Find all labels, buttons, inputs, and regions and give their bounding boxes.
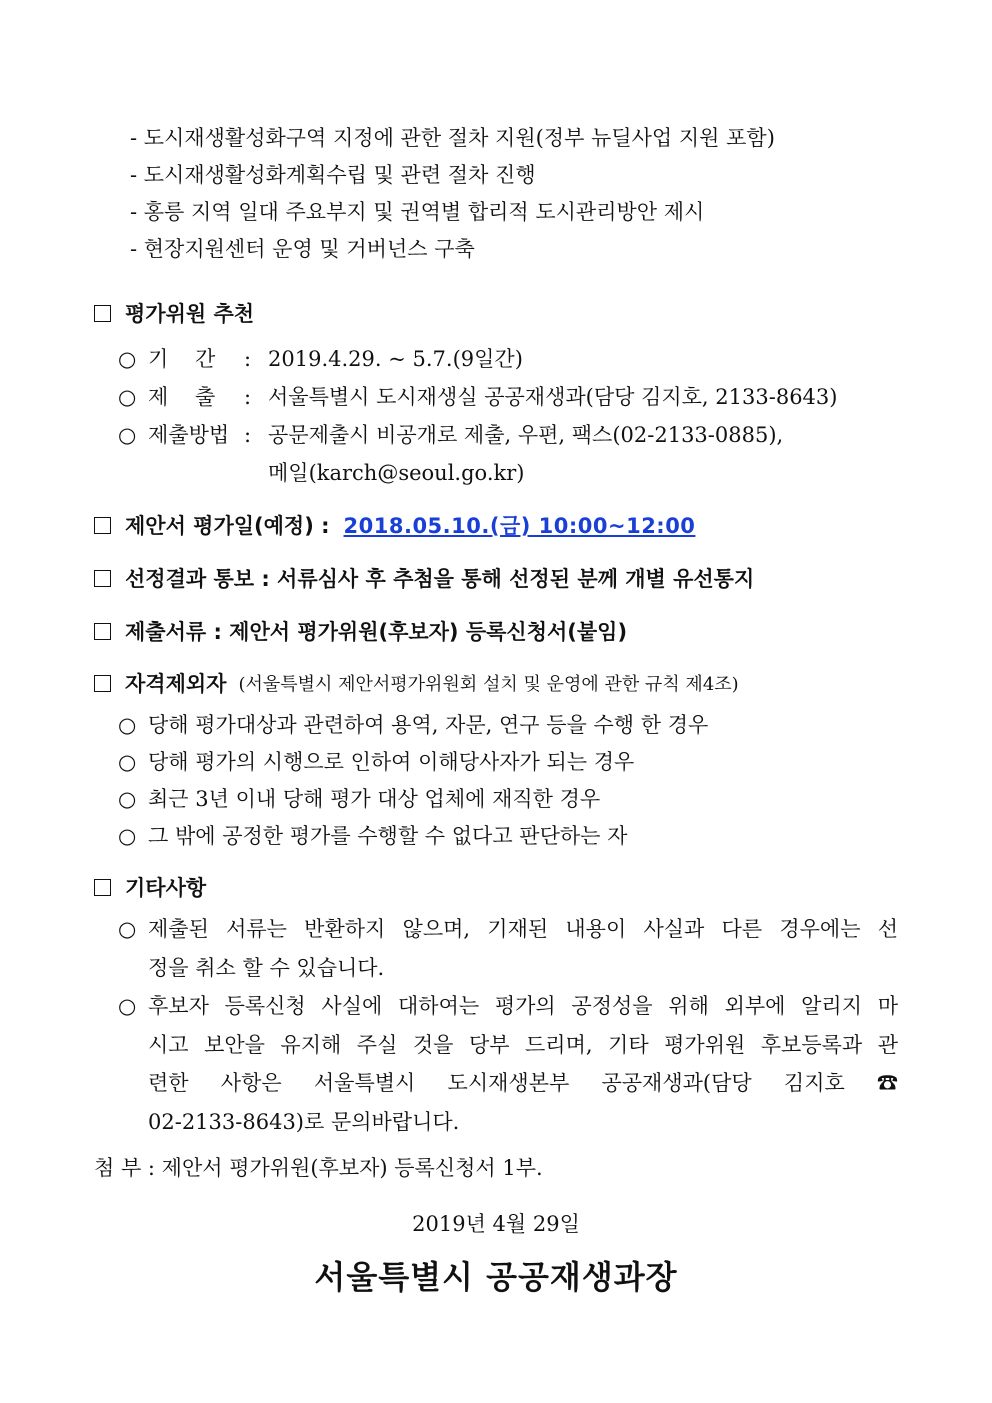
section-title-text: 기타사항 xyxy=(125,876,207,900)
eval-date-value: 2018.05.10.(금) 10:00~12:00 xyxy=(343,514,696,538)
circle-bullet-icon: ○ xyxy=(118,824,137,848)
document-date: 2019년 4월 29일 xyxy=(412,1212,580,1236)
list-item xyxy=(118,378,837,416)
circle-bullet-icon: ○ xyxy=(118,347,137,371)
list-item: - 도시재생활성화구역 지정에 관한 절차 지원(정부 뉴딜사업 지원 포함) xyxy=(130,126,775,150)
section-title-text: 제출서류 : 제안서 평가위원(후보자) 등록신청서(붙임) xyxy=(125,620,628,644)
circle-bullet-icon: ○ xyxy=(118,787,137,811)
detail-value: 2019.4.29. ~ 5.7.(9일간) xyxy=(268,347,523,371)
section-recommend xyxy=(94,298,254,328)
list-item xyxy=(118,416,837,454)
signer-title: 서울특별시 공공재생과장 xyxy=(314,1258,678,1296)
circle-bullet-icon: ○ xyxy=(118,423,137,447)
list-item: - 현장지원센터 운영 및 거버넌스 구축 xyxy=(130,237,475,261)
etc-paragraph-2 xyxy=(118,987,898,1141)
detail-label: 제 출 xyxy=(148,385,216,409)
etc-paragraph-1 xyxy=(118,910,898,987)
list-item-text: 최근 3년 이내 당해 평가 대상 업체에 재직한 경우 xyxy=(148,787,601,811)
section-result xyxy=(94,563,754,593)
detail-label: 기 간 xyxy=(148,347,216,371)
circle-bullet-icon: ○ xyxy=(118,385,137,409)
section-etc xyxy=(94,872,206,902)
list-item xyxy=(118,707,708,744)
paragraph-line: 제출된 서류는 반환하지 않으며, 기재된 내용이 사실과 다른 경우에는 선 xyxy=(148,917,898,941)
checkbox-square-icon xyxy=(94,305,111,322)
list-item: - 홍릉 지역 일대 주요부지 및 권역별 합리적 도시관리방안 제시 xyxy=(130,200,705,224)
list-item xyxy=(118,340,837,378)
detail-label: 제출방법 xyxy=(148,423,230,447)
paragraph-line: 02-2133-8643)로 문의바랍니다. xyxy=(148,1109,460,1134)
section-disqualify xyxy=(94,668,739,698)
detail-value: 서울특별시 도시재생실 공공재생과(담당 김지호, 2133-8643) xyxy=(268,385,838,409)
recommend-details xyxy=(118,340,837,492)
list-item-text: 당해 평가대상과 관련하여 용역, 자문, 연구 등을 수행 한 경우 xyxy=(148,713,709,737)
list-item xyxy=(118,818,708,855)
section-title-text: 자격제외자 xyxy=(125,672,227,696)
list-item: - 도시재생활성화계획수립 및 관련 절차 진행 xyxy=(130,163,536,187)
circle-bullet-icon: ○ xyxy=(118,994,137,1018)
colon: : xyxy=(244,423,252,447)
circle-bullet-icon: ○ xyxy=(118,750,137,774)
checkbox-square-icon xyxy=(94,570,111,587)
circle-bullet-icon: ○ xyxy=(118,713,137,737)
paragraph-line: 시고 보안을 유지해 주실 것을 당부 드리며, 기타 평가위원 후보등록과 관 xyxy=(148,1032,898,1057)
section-eval-date xyxy=(94,510,695,540)
section-note: (서울특별시 제안서평가위원회 설치 및 운영에 관한 규칙 제4조) xyxy=(238,674,739,695)
section-docs xyxy=(94,616,627,646)
colon: : xyxy=(244,385,252,409)
section-title-text: 제안서 평가일(예정) : xyxy=(125,514,330,538)
list-item-text: 당해 평가의 시행으로 인하여 이해당사자가 되는 경우 xyxy=(148,750,635,774)
circle-bullet-icon: ○ xyxy=(118,917,137,941)
checkbox-square-icon xyxy=(94,517,111,534)
section-title-text: 선정결과 통보 : 서류심사 후 추첨을 통해 선정된 분께 개별 유선통지 xyxy=(125,567,755,591)
checkbox-square-icon xyxy=(94,623,111,640)
checkbox-square-icon xyxy=(94,675,111,692)
detail-value: 공문제출시 비공개로 제출, 우편, 팩스(02-2133-0885), xyxy=(268,423,784,447)
checkbox-square-icon xyxy=(94,879,111,896)
colon: : xyxy=(244,347,252,371)
task-list xyxy=(130,120,775,268)
disqualify-list xyxy=(118,707,708,855)
paragraph-line: 후보자 등록신청 사실에 대하여는 평가의 공정성을 위해 외부에 알리지 마 xyxy=(148,994,898,1018)
detail-value: 메일(karch@seoul.go.kr) xyxy=(268,461,525,485)
list-item-text: 그 밖에 공정한 평가를 수행할 수 없다고 판단하는 자 xyxy=(148,824,628,848)
list-item xyxy=(118,781,708,818)
paragraph-line: 련한 사항은 서울특별시 도시재생본부 공공재생과(담당 김지호 ☎ xyxy=(148,1071,898,1095)
paragraph-line: 정을 취소 할 수 있습니다. xyxy=(148,955,385,980)
list-item xyxy=(118,744,708,781)
list-item-continuation xyxy=(118,454,837,492)
section-title-text: 평가위원 추천 xyxy=(125,302,255,326)
attachment-line: 첨 부 : 제안서 평가위원(후보자) 등록신청서 1부. xyxy=(94,1156,543,1180)
